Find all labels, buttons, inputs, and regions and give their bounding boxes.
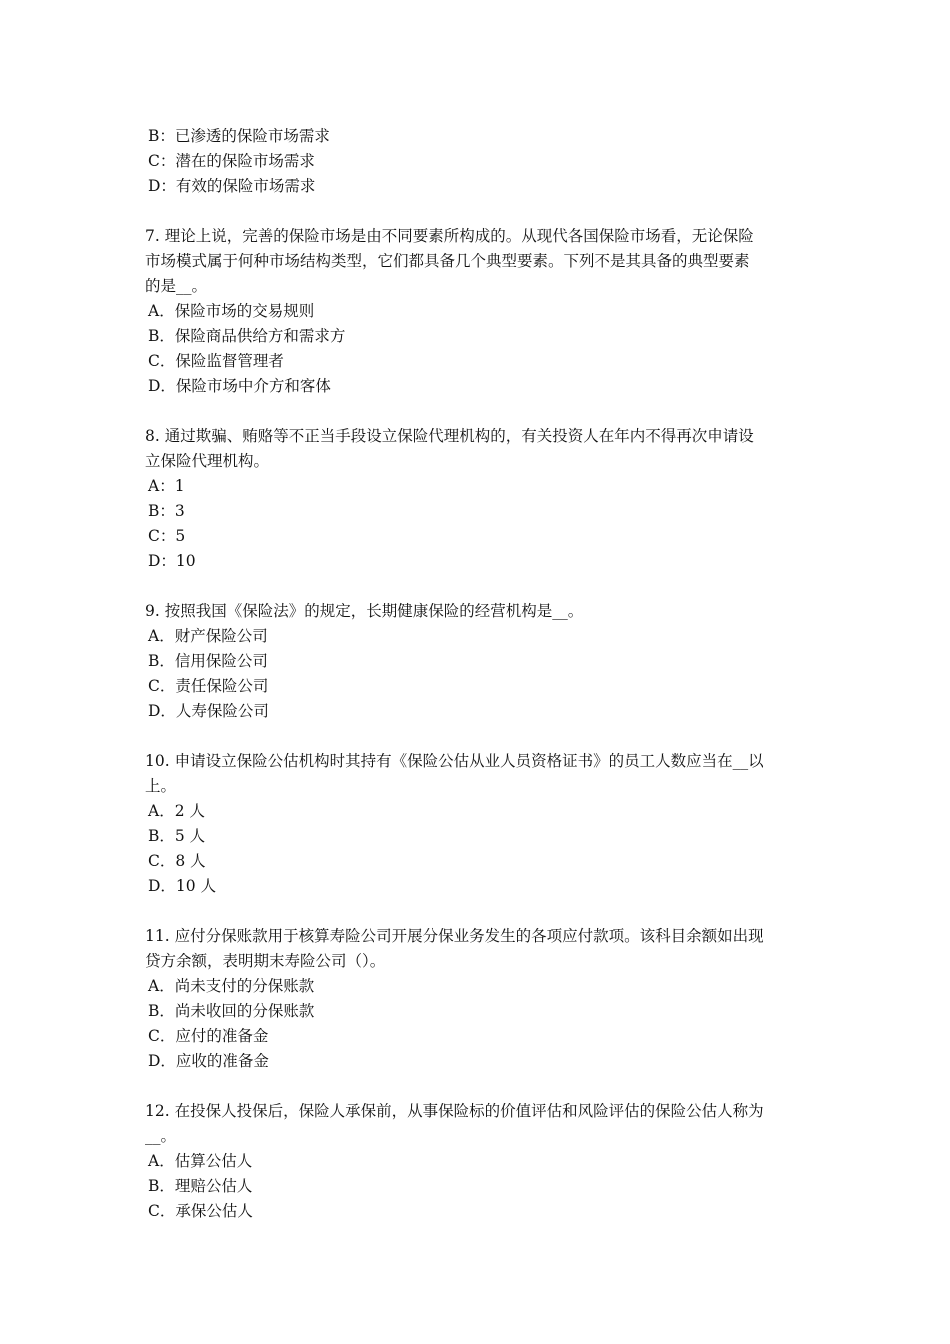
option-b: B．5 人 — [148, 827, 206, 845]
previous-question-options — [145, 124, 810, 199]
option-b: B．信用保险公司 — [148, 652, 268, 670]
document-content — [145, 124, 810, 1224]
question-stem: 9. 按照我国《保险法》的规定，长期健康保险的经营机构是__。 — [145, 602, 584, 620]
question-stem: 立保险代理机构。 — [145, 452, 270, 470]
question-stem: 贷方余额，表明期末寿险公司（）。 — [145, 952, 386, 970]
option-d: D．人寿保险公司 — [148, 702, 269, 720]
question-8 — [145, 424, 810, 574]
option-a: A．尚未支付的分保账款 — [148, 977, 315, 995]
question-stem: 7. 理论上说，完善的保险市场是由不同要素所构成的。从现代各国保险市场看，无论保险 — [145, 227, 754, 245]
option-c: C．8 人 — [148, 852, 206, 870]
option-c: C．承保公估人 — [148, 1202, 253, 1220]
option-b: B．理赔公估人 — [148, 1177, 253, 1195]
option-a: A．估算公估人 — [148, 1152, 253, 1170]
question-10 — [145, 749, 810, 899]
option-a: A：1 — [148, 477, 185, 495]
question-12 — [145, 1099, 810, 1224]
option-c: C．应付的准备金 — [148, 1027, 269, 1045]
option-a: A．2 人 — [148, 802, 205, 820]
question-stem: 11. 应付分保账款用于核算寿险公司开展分保业务发生的各项应付款项。该科目余额如出现 — [145, 927, 764, 945]
option-b: B．尚未收回的分保账款 — [148, 1002, 315, 1020]
question-stem: 10. 申请设立保险公估机构时其持有《保险公估从业人员资格证书》的员工人数应当在__以 — [145, 752, 764, 770]
option-d: D．保险市场中介方和客体 — [148, 377, 331, 395]
option-c: C．保险监督管理者 — [148, 352, 284, 370]
option-b: B．保险商品供给方和需求方 — [148, 327, 346, 345]
question-stem: 12. 在投保人投保后，保险人承保前，从事保险标的价值评估和风险评估的保险公估人称为 — [145, 1102, 764, 1120]
option-c: C：5 — [148, 527, 186, 545]
option-d: D：10 — [148, 552, 196, 570]
question-9 — [145, 599, 810, 724]
option-d: D：有效的保险市场需求 — [148, 177, 316, 195]
question-stem: 上。 — [145, 777, 177, 795]
option-d: D．10 人 — [148, 877, 217, 895]
option-b: B：已渗透的保险市场需求 — [148, 127, 330, 145]
question-stem: 市场模式属于何种市场结构类型，它们都具备几个典型要素。下列不是其具备的典型要素 — [145, 252, 750, 270]
question-stem: 的是__。 — [145, 277, 208, 295]
question-stem: 8. 通过欺骗、贿赂等不正当手段设立保险代理机构的，有关投资人在年内不得再次申请设 — [145, 427, 754, 445]
option-d: D．应收的准备金 — [148, 1052, 269, 1070]
option-a: A．保险市场的交易规则 — [148, 302, 315, 320]
option-c: C：潜在的保险市场需求 — [148, 152, 315, 170]
question-7 — [145, 224, 810, 399]
option-b: B：3 — [148, 502, 185, 520]
option-c: C．责任保险公司 — [148, 677, 269, 695]
question-stem: __。 — [145, 1127, 177, 1145]
option-a: A．财产保险公司 — [148, 627, 268, 645]
question-11 — [145, 924, 810, 1074]
